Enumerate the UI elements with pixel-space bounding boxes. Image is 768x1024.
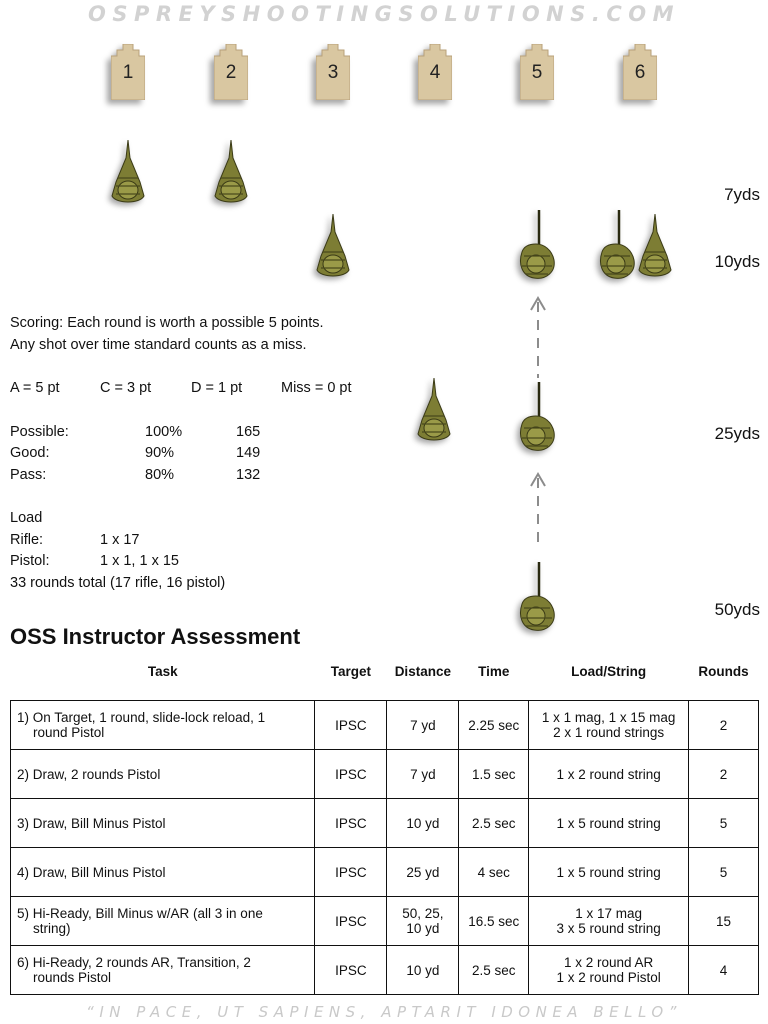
load-text-cont: 1 x 2 round Pistol (556, 970, 661, 985)
move-forward-arrow-icon (528, 472, 548, 552)
rifle-shooter-icon (514, 382, 560, 459)
load-text: 1 x 2 round AR (563, 955, 654, 970)
distance-cell: 7 yd (387, 750, 459, 799)
load-cell (529, 701, 689, 750)
distance-cell: 25 yd (387, 848, 459, 897)
target-cell: IPSC (315, 897, 387, 946)
load-text: 1 x 1 mag, 1 x 15 mag (541, 710, 676, 725)
rifle-shooter-icon (514, 210, 560, 287)
distance-cell (387, 897, 459, 946)
score-d: D = 1 pt (191, 380, 243, 396)
target-3 (316, 44, 350, 100)
target-cell: IPSC (315, 848, 387, 897)
table-row (11, 946, 759, 995)
shooter-icon (106, 138, 150, 213)
rounds-cell: 5 (689, 799, 759, 848)
time-cell: 2.5 sec (459, 946, 529, 995)
distance-cell: 7 yd (387, 701, 459, 750)
rifle-value: 1 x 17 (100, 532, 140, 548)
move-forward-arrow-icon (528, 296, 548, 380)
possible-label: Possible: (10, 424, 69, 440)
good-points: 149 (236, 445, 261, 461)
target-6 (623, 44, 657, 100)
distance-text: 50, 25, (402, 906, 444, 921)
target-cell: IPSC (315, 701, 387, 750)
task-text: 5) Hi-Ready, Bill Minus w/AR (all 3 in one (17, 906, 263, 921)
scoring-line-1: Scoring: Each round is worth a possible 5 points. (10, 315, 324, 331)
yardage-7: 7yds (724, 185, 760, 204)
target-number: 3 (327, 62, 339, 83)
pistol-label: Pistol: (10, 553, 50, 569)
task-text: 1) On Target, 1 round, slide-lock reload, 1 (17, 710, 266, 725)
task-cell (11, 897, 315, 946)
footer-motto: “IN PACE, UT SAPIENS, APTARIT IDONEA BELLO” (86, 1003, 682, 1021)
assessment-title: OSS Instructor Assessment (10, 624, 301, 649)
rounds-cell: 2 (689, 750, 759, 799)
load-cell (529, 946, 689, 995)
rifle-shooter-icon (514, 562, 560, 639)
task-text-cont: rounds Pistol (33, 970, 112, 985)
score-c: C = 3 pt (100, 380, 152, 396)
load-cell: 1 x 5 round string (529, 848, 689, 897)
possible-percent: 100% (145, 424, 183, 440)
column-header-task: Task (147, 664, 178, 679)
rifle-label: Rifle: (10, 532, 44, 548)
table-row (11, 701, 759, 750)
good-label: Good: (10, 445, 50, 461)
target-5 (520, 44, 554, 100)
load-text-cont: 3 x 5 round string (556, 921, 661, 936)
shooter-icon (311, 212, 355, 287)
task-cell (11, 946, 315, 995)
time-cell: 2.25 sec (459, 701, 529, 750)
table-row (11, 799, 759, 848)
good-percent: 90% (145, 445, 175, 461)
rounds-cell: 4 (689, 946, 759, 995)
column-header-rounds: Rounds (698, 664, 749, 679)
target-1 (111, 44, 145, 100)
column-header-distance: Distance (394, 664, 451, 679)
distance-cell: 10 yd (387, 946, 459, 995)
load-text: 1 x 17 mag (575, 906, 642, 921)
time-cell: 2.5 sec (459, 799, 529, 848)
score-a: A = 5 pt (10, 380, 60, 396)
target-number: 2 (225, 62, 237, 83)
distance-cell: 10 yd (387, 799, 459, 848)
target-cell: IPSC (315, 946, 387, 995)
load-cell (529, 897, 689, 946)
table-header-row (11, 660, 759, 701)
assessment-table (10, 660, 759, 995)
pistol-value: 1 x 1, 1 x 15 (100, 553, 179, 569)
task-cell: 3) Draw, Bill Minus Pistol (11, 799, 315, 848)
column-header-target: Target (330, 664, 372, 679)
table-row (11, 897, 759, 946)
pass-label: Pass: (10, 467, 47, 483)
task-cell (11, 701, 315, 750)
distance-text-cont: 10 yd (406, 921, 440, 936)
website-header: OSPREYSHOOTINGSOLUTIONS.COM (87, 2, 681, 26)
column-header-load-string: Load/String (571, 664, 647, 679)
target-number: 5 (531, 62, 543, 83)
target-2 (214, 44, 248, 100)
yardage-25: 25yds (714, 424, 760, 443)
task-cell: 2) Draw, 2 rounds Pistol (11, 750, 315, 799)
target-number: 4 (429, 62, 441, 83)
task-cell: 4) Draw, Bill Minus Pistol (11, 848, 315, 897)
time-cell: 4 sec (459, 848, 529, 897)
rounds-total: 33 rounds total (17 rifle, 16 pistol) (10, 575, 226, 591)
rounds-cell: 2 (689, 701, 759, 750)
target-number: 1 (122, 62, 134, 83)
yardage-50: 50yds (714, 600, 760, 619)
pass-points: 132 (236, 467, 261, 483)
target-4 (418, 44, 452, 100)
shooter-icon (209, 138, 253, 213)
possible-points: 165 (236, 424, 261, 440)
shooter-icon (633, 212, 677, 287)
score-miss: Miss = 0 pt (281, 380, 352, 396)
task-text-cont: string) (33, 921, 71, 936)
table-row (11, 750, 759, 799)
target-cell: IPSC (315, 799, 387, 848)
load-text-cont: 2 x 1 round strings (553, 725, 665, 740)
scoring-line-2: Any shot over time standard counts as a miss. (10, 337, 307, 353)
yardage-10: 10yds (714, 252, 760, 271)
time-cell: 1.5 sec (459, 750, 529, 799)
rounds-cell: 5 (689, 848, 759, 897)
target-cell: IPSC (315, 750, 387, 799)
time-cell: 16.5 sec (459, 897, 529, 946)
rounds-cell: 15 (689, 897, 759, 946)
column-header-time: Time (478, 664, 510, 679)
pass-percent: 80% (145, 467, 175, 483)
task-text: 6) Hi-Ready, 2 rounds AR, Transition, 2 (17, 955, 251, 970)
load-heading: Load (10, 510, 43, 526)
table-row (11, 848, 759, 897)
load-cell: 1 x 5 round string (529, 799, 689, 848)
shooter-icon (412, 376, 456, 451)
task-text-cont: round Pistol (33, 725, 105, 740)
load-cell: 1 x 2 round string (529, 750, 689, 799)
target-number: 6 (634, 62, 646, 83)
